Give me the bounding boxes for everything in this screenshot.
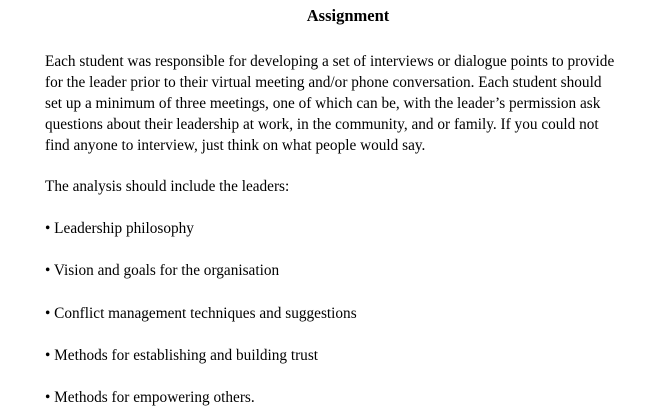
paragraph-line: for the leader prior to their virtual meeting and/or phone conversation. Each student should [45,74,602,91]
bullet-empowering-others: • Methods for empowering others. [45,389,255,406]
paragraph-line: set up a minimum of three meetings, one of which can be, with the leader’s permission ask [45,95,601,112]
bullet-conflict-management: • Conflict management techniques and suggestions [45,305,357,322]
document-title: Assignment [306,6,390,25]
paragraph-line: questions about their leadership at work, in the community, and or family. If you could not [45,116,599,133]
assignment-paragraph [45,51,645,156]
paragraph-line: Each student was responsible for developing a set of interviews or dialogue points to provide [45,53,615,70]
paragraph-line: find anyone to interview, just think on what people would say. [45,137,426,154]
bullet-building-trust: • Methods for establishing and building trust [45,347,319,364]
bullet-vision-goals: • Vision and goals for the organisation [45,262,280,279]
analysis-intro: The analysis should include the leaders: [45,178,290,195]
bullet-leadership-philosophy: • Leadership philosophy [45,220,194,237]
